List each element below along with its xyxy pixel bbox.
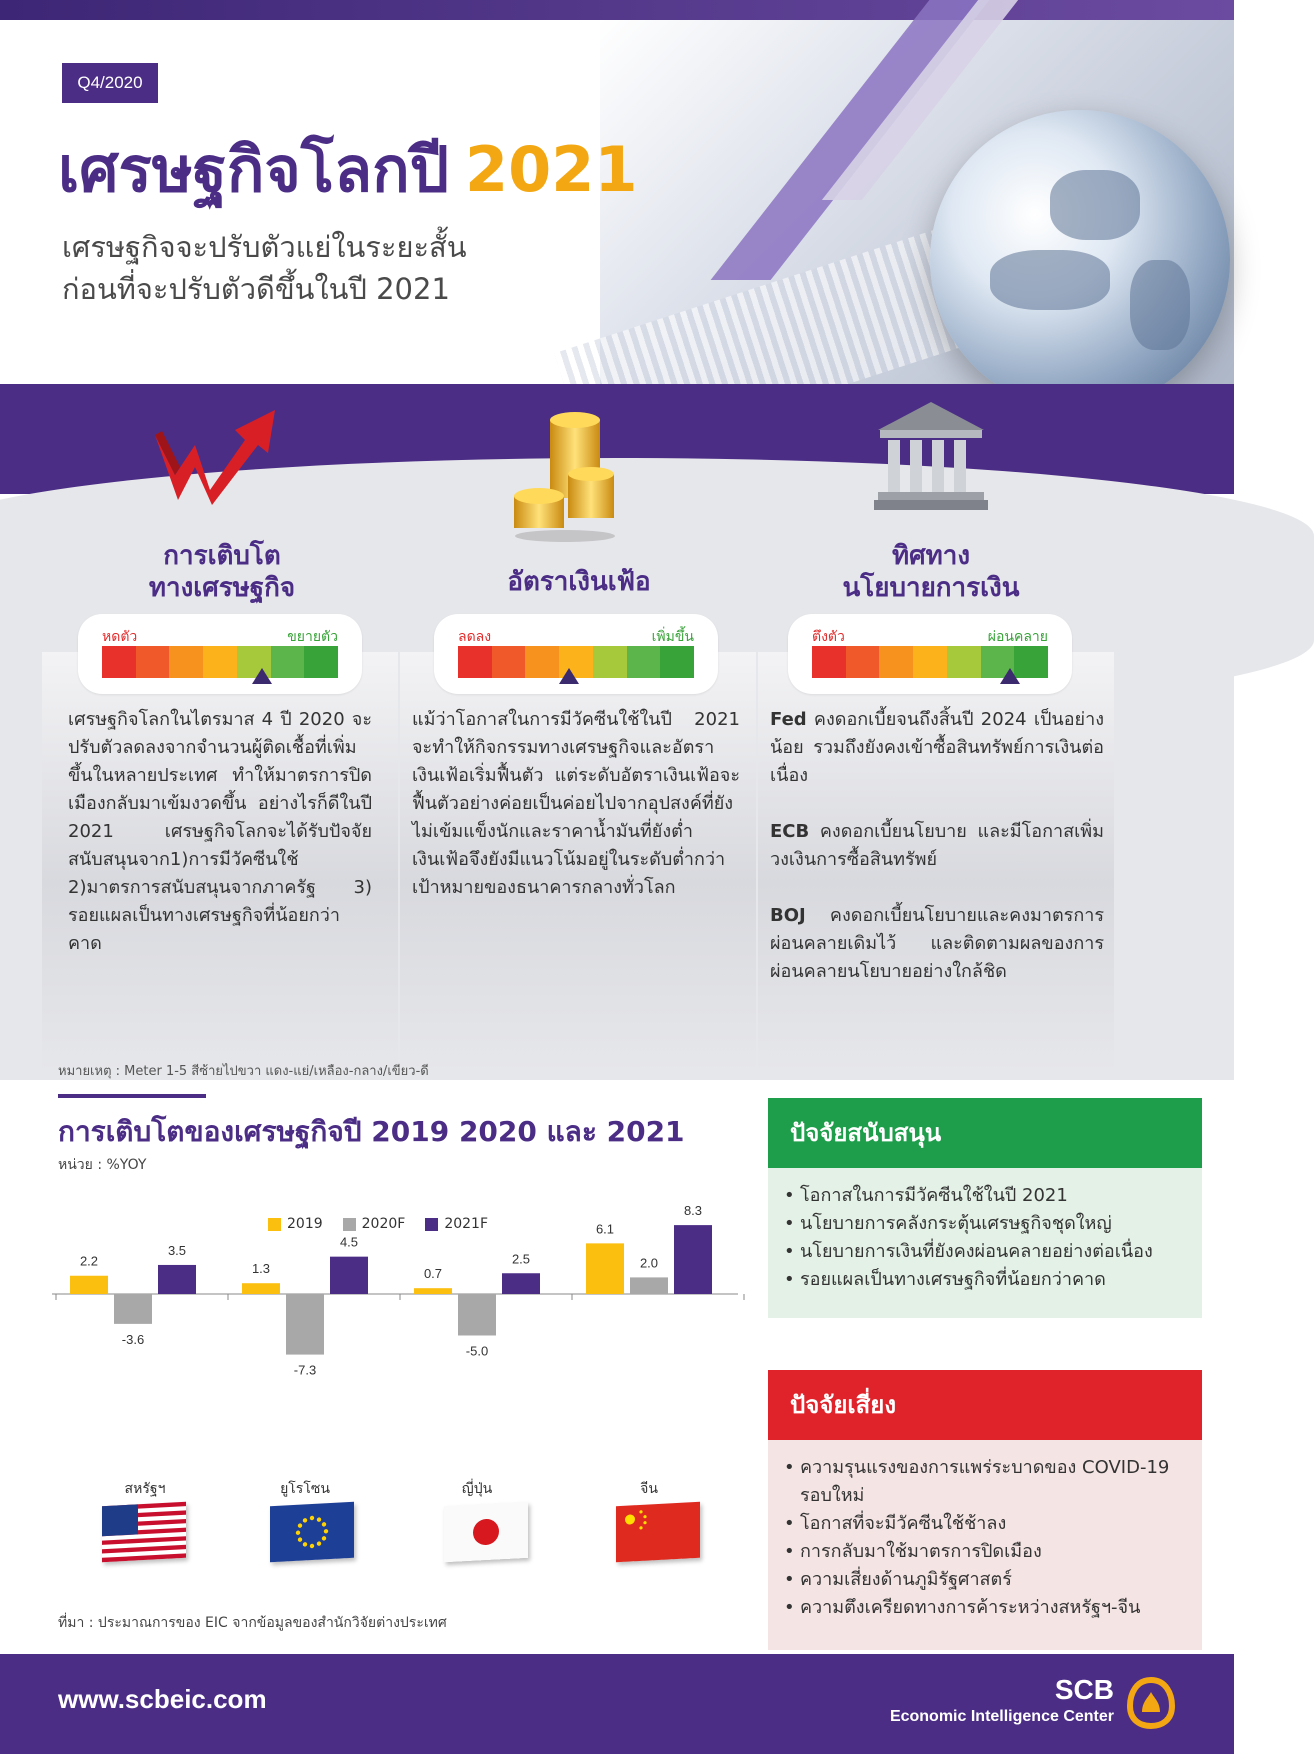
meter-left-label: ลดลง xyxy=(458,629,492,645)
bar-2020F-0 xyxy=(114,1294,152,1324)
chart-unit: หน่วย : %YOY xyxy=(58,1157,147,1173)
risk-factors-header: ปัจจัยเสี่ยง xyxy=(768,1370,1202,1440)
bar-value-label: 6.1 xyxy=(595,1221,615,1237)
top-accent-bar xyxy=(0,0,1234,20)
bar-value-label: -7.3 xyxy=(293,1362,317,1378)
bar-value-label: 1.3 xyxy=(251,1261,271,1277)
bar-2021F-2 xyxy=(502,1273,540,1294)
boj-text: คงดอกเบี้ยนโยบายและคงมาตรการผ่อนคลายเดิมไว้ และติดตามผลของการผ่อนคลายนโยบายอย่างใกล้ชิด xyxy=(770,905,1104,982)
meter-pointer xyxy=(559,668,579,684)
china-flag-icon xyxy=(616,1502,700,1562)
meter-segment xyxy=(304,646,338,678)
hero-globe-image xyxy=(600,20,1234,384)
fed-paragraph xyxy=(770,706,1104,790)
risk-item: • ความตึงเครียดทางการค้าระหว่างสหรัฐฯ-จีน xyxy=(784,1594,1186,1622)
support-factors-header: ปัจจัยสนับสนุน xyxy=(768,1098,1202,1168)
us-flag-icon xyxy=(102,1502,186,1562)
legend-label: 2019 xyxy=(287,1216,323,1232)
meter-pointer xyxy=(252,668,272,684)
support-item: • รอยแผลเป็นทางเศรษฐกิจที่น้อยกว่าคาด xyxy=(784,1266,1186,1294)
scb-logo-icon xyxy=(1126,1676,1176,1730)
period-badge: Q4/2020 xyxy=(62,63,158,103)
monetary-title-line: นโยบายการเงิน xyxy=(842,573,1020,603)
ecb-text: คงดอกเบี้ยนโยบาย และมีโอกาสเพิ่มวงเงินการซื้อสินทรัพย์ xyxy=(770,821,1104,870)
meter-segment xyxy=(271,646,305,678)
subtitle-line: เศรษฐกิจจะปรับตัวแย่ในระยะสั้น xyxy=(62,230,467,264)
meter-segment xyxy=(525,646,559,678)
risk-item: • ความรุนแรงของการแพร่ระบาดของ COVID-19 รอบใหม่ xyxy=(784,1454,1186,1510)
support-item: • นโยบายการคลังกระตุ้นเศรษฐกิจชุดใหญ่ xyxy=(784,1210,1186,1238)
bar-2019-0 xyxy=(70,1276,108,1294)
monetary-policy-title xyxy=(804,540,1058,604)
inflation-title-line: อัตราเงินเฟ้อ xyxy=(507,567,651,597)
subtitle-line: ก่อนที่จะปรับตัวดีขึ้นในปี 2021 xyxy=(62,272,450,306)
eu-flag-icon xyxy=(270,1502,354,1562)
footer xyxy=(0,1654,1234,1754)
gdp-growth-chart xyxy=(48,1203,748,1480)
inflation-title xyxy=(456,566,702,598)
meter-segment xyxy=(458,646,492,678)
fed-text: คงดอกเบี้ยจนถึงสิ้นปี 2024 เป็นอย่างน้อย รวมถึงยังคงเข้าซื้อสินทรัพย์การเงินต่อเนื่อง xyxy=(770,709,1104,786)
monetary-meter xyxy=(788,614,1072,694)
boj-paragraph xyxy=(770,902,1104,986)
country-label: ยูโรโซน xyxy=(280,1481,330,1497)
meter-scale xyxy=(102,646,338,678)
bar-value-label: 2.0 xyxy=(639,1255,659,1271)
globe-icon xyxy=(930,110,1230,410)
meter-segment xyxy=(169,646,203,678)
growth-description: เศรษฐกิจโลกในไตรมาส 4 ปี 2020 จะปรับตัวลดลงจากจำนวนผู้ติดเชื้อที่เพิ่มขึ้นในหลายประเทศ ทำให้มาตรการปิดเมืองกลับมาเข้มงวดขึ้น อย่างไรก็ดีในปี 2021 เศรษฐกิจโลกจะได้รับปัจจัยสนับสนุนจาก1)การมีวัคซีนใช้ 2)มาตรการสนับสนุนจากภาครัฐ 3) รอยแผลเป็นทางเศรษฐกิจที่น้อยกว่าคาด xyxy=(68,709,372,954)
meter-right-label: ผ่อนคลาย xyxy=(987,629,1048,645)
meter-segment xyxy=(203,646,237,678)
growth-arrow-icon xyxy=(150,405,290,505)
bar-2019-2 xyxy=(414,1288,452,1294)
meter-segment xyxy=(492,646,526,678)
chart-title: การเติบโตของเศรษฐกิจปี 2019 2020 และ 2021 xyxy=(58,1115,685,1148)
bar-2019-3 xyxy=(586,1243,624,1294)
meter-segment xyxy=(102,646,136,678)
inflation-meter xyxy=(434,614,718,694)
website-link[interactable]: www.scbeic.com xyxy=(58,1684,267,1714)
meter-segment xyxy=(947,646,981,678)
legend-label: 2020F xyxy=(361,1216,406,1232)
meter-right-label: เพิ่มขึ้น xyxy=(651,629,694,645)
monetary-title-line: ทิศทาง xyxy=(891,541,971,571)
meter-segment xyxy=(660,646,694,678)
meter-segment xyxy=(593,646,627,678)
ecb-paragraph xyxy=(770,818,1104,874)
country-label: ญี่ปุ่น xyxy=(461,1481,493,1497)
meter-note: หมายเหตุ : Meter 1-5 สีซ้ายไปขวา แดง-แย่/เหลือง-กลาง/เขียว-ดี xyxy=(58,1064,429,1079)
meter-segment xyxy=(136,646,170,678)
coins-icon xyxy=(510,412,620,542)
support-item: • โอกาสในการมีวัคซีนใช้ในปี 2021 xyxy=(784,1182,1186,1210)
growth-title xyxy=(112,540,332,604)
bar-2021F-3 xyxy=(674,1225,712,1294)
meter-segment xyxy=(812,646,846,678)
chart-source: ที่มา : ประมาณการของ EIC จากข้อมูลของสำนักวิจัยต่างประเทศ xyxy=(58,1615,447,1631)
bar-2021F-0 xyxy=(158,1265,196,1294)
growth-meter xyxy=(78,614,362,694)
support-factors-panel xyxy=(768,1168,1202,1318)
page-title-text: เศรษฐกิจโลกปี xyxy=(58,133,449,206)
bar-value-label: 3.5 xyxy=(167,1242,187,1258)
risk-item: • การกลับมาใช้มาตรการปิดเมือง xyxy=(784,1538,1186,1566)
meter-left-label: หดตัว xyxy=(102,629,138,645)
bar-2019-1 xyxy=(242,1283,280,1294)
org-name: Economic Intelligence Center xyxy=(889,1708,1114,1725)
meter-segment xyxy=(627,646,661,678)
bar-2021F-1 xyxy=(330,1257,368,1294)
fed-label: Fed xyxy=(770,709,807,730)
page-title xyxy=(58,130,638,210)
bar-2020F-2 xyxy=(458,1294,496,1336)
bar-2020F-1 xyxy=(286,1294,324,1355)
bar-value-label: 4.5 xyxy=(339,1234,359,1250)
bank-icon xyxy=(874,400,988,512)
growth-title-line: ทางเศรษฐกิจ xyxy=(148,573,296,603)
bar-value-label: 0.7 xyxy=(423,1266,443,1282)
bar-value-label: 8.3 xyxy=(683,1203,703,1219)
meter-left-label: ตึงตัว xyxy=(812,629,845,645)
page-subtitle xyxy=(62,226,467,310)
bar-value-label: 2.2 xyxy=(79,1253,99,1269)
country-label: จีน xyxy=(640,1481,658,1497)
monetary-description xyxy=(770,706,1104,1014)
meter-segment xyxy=(913,646,947,678)
country-label: สหรัฐฯ xyxy=(124,1481,166,1497)
risk-item: • ความเสี่ยงด้านภูมิรัฐศาสตร์ xyxy=(784,1566,1186,1594)
growth-title-line: การเติบโต xyxy=(163,541,281,571)
ecb-label: ECB xyxy=(770,821,810,842)
legend-label: 2021F xyxy=(444,1216,489,1232)
page-title-year: 2021 xyxy=(464,133,638,206)
risk-factors-list xyxy=(768,1454,1202,1622)
bar-value-label: -5.0 xyxy=(465,1343,489,1359)
bar-value-label: 2.5 xyxy=(511,1251,531,1267)
boj-label: BOJ xyxy=(770,905,806,926)
brand-name: SCB xyxy=(1054,1674,1114,1705)
japan-flag-icon xyxy=(444,1502,528,1562)
chart-accent-bar xyxy=(58,1094,206,1098)
risk-factors-panel xyxy=(768,1440,1202,1650)
meter-segment xyxy=(879,646,913,678)
inflation-description: แม้ว่าโอกาสในการมีวัคซีนใช้ในปี 2021 จะทำให้กิจกรรมทางเศรษฐกิจและอัตราเงินเฟ้อเริ่มฟื้นตัว แต่ระดับอัตราเงินเฟ้อจะฟื้นตัวอย่างค่อยเป็นค่อยไปจากอุปสงค์ที่ยังไม่เข้มแข็งนักและราคาน้ำมันที่ยังต่ำ เงินเฟ้อจึงยังมีแนวโน้มอยู่ในระดับต่ำกว่าเป้าหมายของธนาคารกลางทั่วโลก xyxy=(412,709,740,898)
bar-2020F-3 xyxy=(630,1277,668,1294)
meter-pointer xyxy=(1000,668,1020,684)
meter-right-label: ขยายตัว xyxy=(287,629,338,645)
bar-value-label: -3.6 xyxy=(121,1331,145,1347)
risk-item: • โอกาสที่จะมีวัคซีนใช้ช้าลง xyxy=(784,1510,1186,1538)
support-factors-list xyxy=(768,1182,1202,1294)
support-item: • นโยบายการเงินที่ยังคงผ่อนคลายอย่างต่อเนื่อง xyxy=(784,1238,1186,1266)
meter-segment xyxy=(846,646,880,678)
